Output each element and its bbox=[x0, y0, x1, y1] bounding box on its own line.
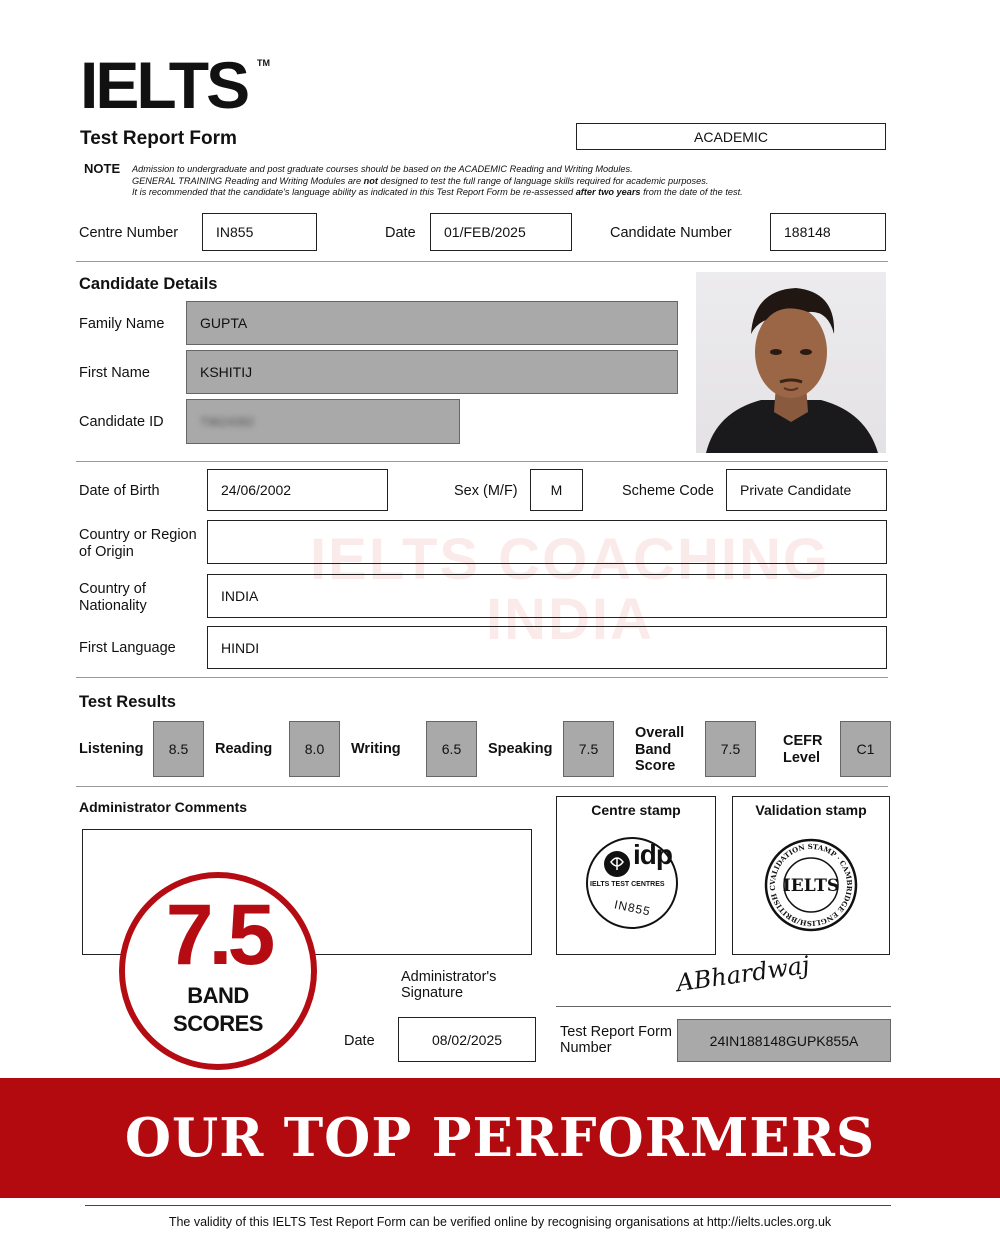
candidate-number-label: Candidate Number bbox=[610, 225, 732, 241]
scheme-code-label: Scheme Code bbox=[622, 483, 714, 499]
trademark-symbol: TM bbox=[257, 58, 270, 68]
badge-band-text: BAND bbox=[187, 983, 249, 1008]
first-name-field: KSHITIJ bbox=[186, 350, 678, 394]
footer-divider bbox=[85, 1205, 891, 1206]
overall-band-label: Overall Band Score bbox=[635, 725, 685, 774]
footer-verification-text: The validity of this IELTS Test Report Form can be verified online by recognising organisations at http://ielts.ucles.org.uk bbox=[168, 1215, 832, 1229]
validation-stamp-icon bbox=[733, 818, 891, 948]
validation-stamp-title: Validation stamp bbox=[755, 802, 867, 818]
candidate-number-field: 188148 bbox=[770, 213, 886, 251]
idp-logo-text: idp bbox=[633, 839, 672, 870]
admin-signature: ABhardwaj bbox=[674, 950, 812, 998]
candidate-id-label: Candidate ID bbox=[79, 414, 164, 430]
divider bbox=[76, 461, 888, 462]
nationality-label: Country of Nationality bbox=[79, 581, 147, 614]
divider bbox=[76, 786, 888, 787]
test-results-heading: Test Results bbox=[79, 693, 176, 711]
cefr-level-label: CEFR Level bbox=[783, 733, 823, 766]
watermark: IELTS COACHING INDIA bbox=[310, 527, 830, 652]
dob-field: 24/06/2002 bbox=[207, 469, 388, 511]
candidate-id-value: T9624382 bbox=[200, 414, 255, 429]
first-language-field: HINDI bbox=[207, 626, 887, 669]
first-language-label: First Language bbox=[79, 640, 176, 656]
candidate-photo-image bbox=[696, 272, 886, 453]
nationality-field: INDIA bbox=[207, 574, 887, 618]
divider bbox=[76, 677, 888, 678]
dob-label: Date of Birth bbox=[79, 483, 160, 499]
trf-number-label: Test Report Form Number bbox=[560, 1024, 672, 1056]
idp-centre-code: IN855 bbox=[612, 897, 653, 919]
sex-label: Sex (M/F) bbox=[454, 483, 518, 499]
trf-number-field: 24IN188148GUPK855A bbox=[677, 1019, 891, 1062]
centre-stamp-box bbox=[556, 796, 716, 955]
band-score-badge bbox=[119, 872, 317, 1070]
centre-number-field: IN855 bbox=[202, 213, 317, 251]
writing-label: Writing bbox=[351, 741, 401, 757]
scheme-code-field: Private Candidate bbox=[726, 469, 887, 511]
family-name-field: GUPTA bbox=[186, 301, 678, 345]
cefr-level-score: C1 bbox=[840, 721, 891, 777]
candidate-photo bbox=[696, 272, 886, 453]
ielts-logo: IELTS bbox=[80, 48, 248, 122]
note-text: Admission to undergraduate and post graduate courses should be based on the ACADEMIC Reading and Writing Modules. GENERAL TRAINING Reading and Writing Modules are not designed to test the full range of language skills required for academic purposes. It is recommended that the candidate's language ability as indicated in this Test Report Form be re-assessed after two years from the date of the test. bbox=[132, 164, 743, 198]
reading-score: 8.0 bbox=[289, 721, 340, 777]
svg-text:IELTS: IELTS bbox=[782, 876, 840, 896]
reading-label: Reading bbox=[215, 741, 273, 757]
country-origin-field bbox=[207, 520, 887, 564]
divider bbox=[76, 261, 888, 262]
top-performers-banner: OUR TOP PERFORMERS bbox=[0, 1078, 1000, 1198]
centre-number-label: Centre Number bbox=[79, 225, 179, 241]
note-label: NOTE bbox=[84, 161, 121, 176]
family-name-label: Family Name bbox=[79, 316, 165, 332]
idp-subtitle: IELTS TEST CENTRES bbox=[590, 881, 665, 888]
sex-field: M bbox=[530, 469, 583, 511]
country-origin-label: Country or Region of Origin bbox=[79, 527, 197, 560]
listening-label: Listening bbox=[79, 741, 144, 757]
admin-comments-heading: Administrator Comments bbox=[79, 799, 248, 815]
writing-score: 6.5 bbox=[426, 721, 477, 777]
badge-scores-text: SCORES bbox=[173, 1011, 263, 1036]
module-box: ACADEMIC bbox=[576, 123, 886, 150]
issue-date-field: 08/02/2025 bbox=[398, 1017, 536, 1062]
first-name-label: First Name bbox=[79, 365, 150, 381]
admin-signature-label: Administrator's Signature bbox=[401, 969, 497, 1001]
speaking-label: Speaking bbox=[488, 741, 553, 757]
listening-score: 8.5 bbox=[153, 721, 204, 777]
signature-line bbox=[556, 1006, 891, 1007]
date-label: Date bbox=[385, 225, 416, 241]
test-date-field: 01/FEB/2025 bbox=[430, 213, 572, 251]
svg-text:VALIDATION STAMP · CAMBRIDGE E: VALIDATION STAMP · CAMBRIDGE ENGLISH/BRITISH C bbox=[767, 841, 855, 929]
form-title: Test Report Form bbox=[80, 128, 237, 149]
overall-band-score: 7.5 bbox=[705, 721, 756, 777]
candidate-details-heading: Candidate Details bbox=[79, 275, 218, 293]
speaking-score: 7.5 bbox=[563, 721, 614, 777]
issue-date-label: Date bbox=[344, 1033, 375, 1049]
validation-stamp-box bbox=[732, 796, 890, 955]
badge-score: 7.5 bbox=[165, 887, 271, 983]
centre-stamp-title: Centre stamp bbox=[591, 802, 681, 818]
candidate-id-field bbox=[186, 399, 460, 444]
